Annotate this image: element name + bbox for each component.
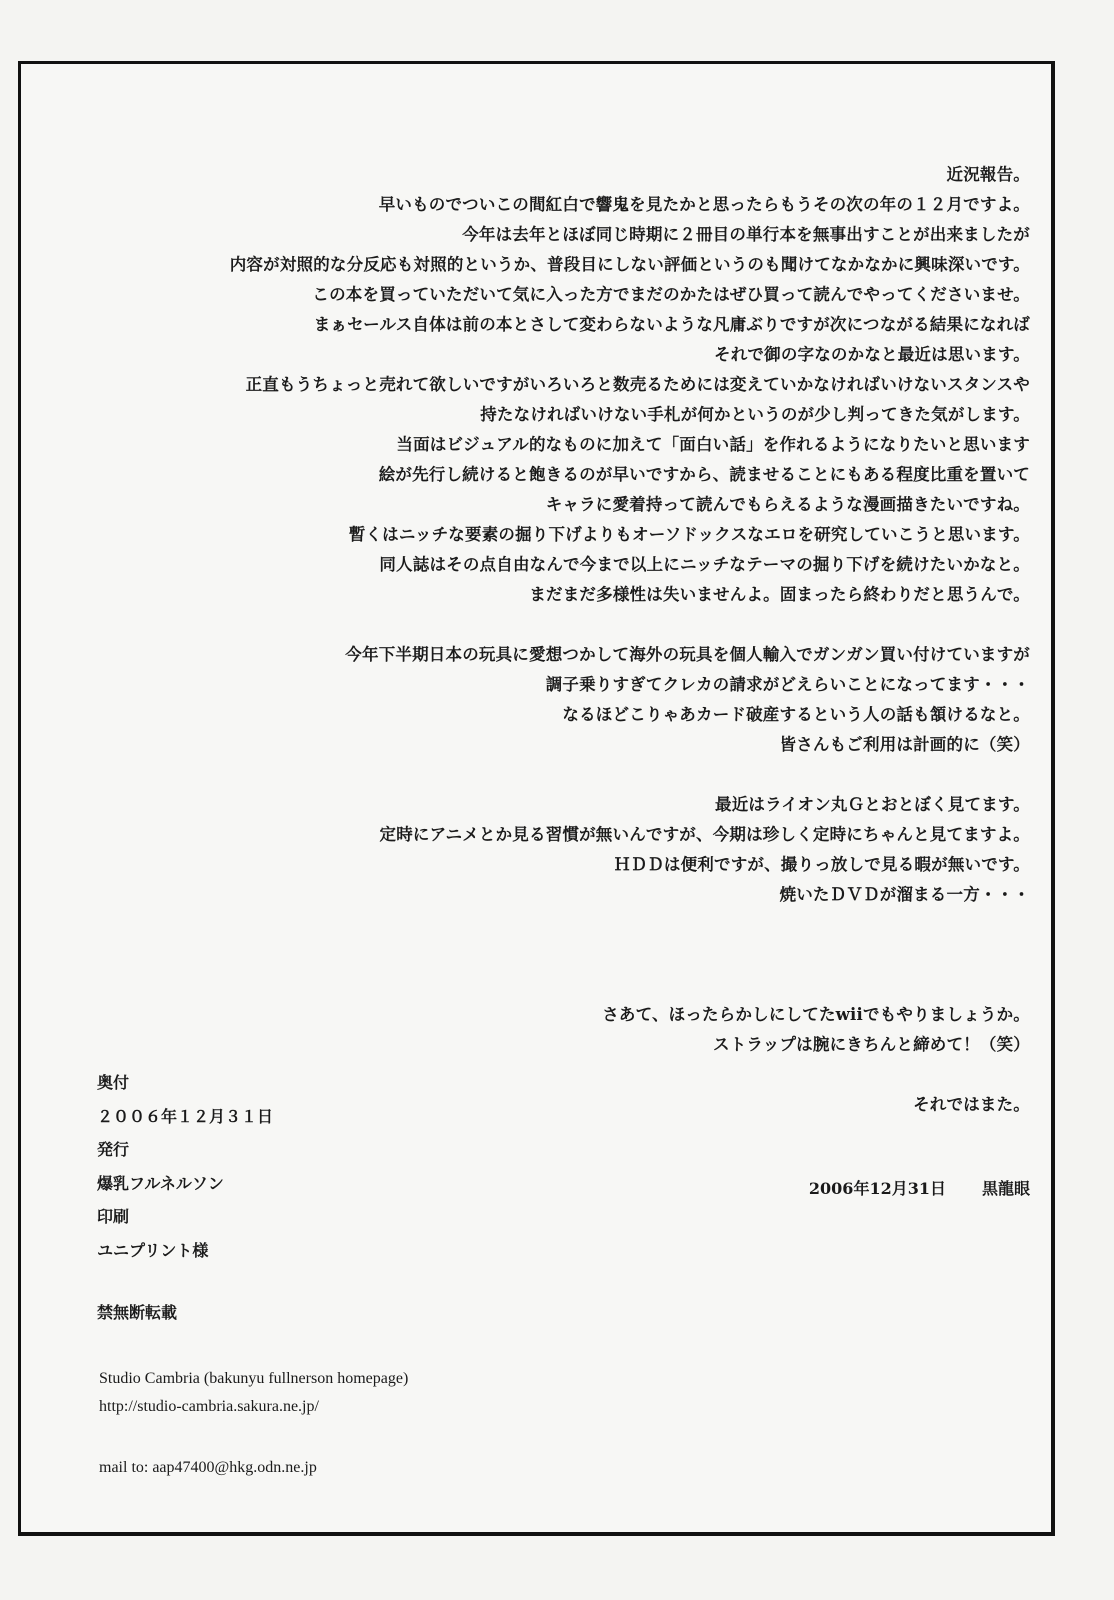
colophon <box>97 1066 273 1267</box>
colophon-publish-label: 発行 <box>97 1140 130 1159</box>
essay-line: 焼いたＤＶＤが溜まる一方・・・ <box>779 885 1030 904</box>
essay-line: 持たなければいけない手札が何かというのが少し判ってきた気がします。 <box>480 405 1030 424</box>
essay-line: 内容が対照的な分反応も対照的というか、普段目にしない評価というのも聞けてなかなかに興味深いです。 <box>229 255 1030 274</box>
essay-line: ストラップは腕にきちんと締めて！（笑） <box>713 1035 1030 1054</box>
essay-line: それで御の字なのかなと最近は思います。 <box>714 345 1030 364</box>
essay-line: 絵が先行し続けると飽きるのが早いですから、読ませることにもある程度比重を置いて <box>378 465 1030 484</box>
essay-line: 当面はビジュアル的なものに加えて「面白い話」を作れるようになりたいと思います <box>396 435 1030 454</box>
contact-info <box>99 1370 408 1487</box>
signature-date: 2006年12月31日 <box>808 1179 946 1198</box>
essay-line: 早いものでついこの間紅白で響鬼を見たかと思ったらもうその次の年の１２月ですよ。 <box>378 195 1030 214</box>
essay-line: 暫くはニッチな要素の掘り下げよりもオーソドックスなエロを研究していこうと思います。 <box>348 525 1030 544</box>
copyright-notice: 禁無断転載 <box>97 1303 178 1322</box>
essay-line: さあて、ほったらかしにしてたwiiでもやりましょうか。 <box>602 1005 1030 1024</box>
mail-address-link[interactable]: mail to: aap47400@hkg.odn.ne.jp <box>99 1459 317 1476</box>
colophon-title: 奥付 <box>97 1073 130 1092</box>
essay-line: 調子乗りすぎてクレカの請求がどえらいことになってます・・・ <box>545 675 1030 694</box>
essay-line: この本を買っていただいて気に入った方でまだのかたはぜひ買って読んでやってくださいませ。 <box>312 285 1030 304</box>
essay-line: 同人誌はその点自由なんで今まで以上にニッチなテーマの掘り下げを続けたいかなと。 <box>379 555 1030 574</box>
colophon-printer: ユニプリント様 <box>97 1240 209 1260</box>
essay-line: 最近はライオン丸Ｇとおとぼく見てます。 <box>715 795 1030 814</box>
essay-closing: それではまた。 <box>913 1095 1030 1114</box>
essay-line: 皆さんもご利用は計画的に（笑） <box>779 735 1030 754</box>
essay-line: ＨＤＤは便利ですが、撮りっ放しで見る暇が無いです。 <box>613 855 1030 874</box>
colophon-date: ２００６年１２月３１日 <box>97 1106 274 1126</box>
essay-line: キャラに愛着持って読んでもらえるような漫画描きたいですね。 <box>545 495 1030 514</box>
colophon-publisher: 爆乳フルネルソン <box>97 1173 224 1193</box>
essay-heading: 近況報告。 <box>946 165 1030 184</box>
essay-line: 定時にアニメとか見る習慣が無いんですが、今期は珍しく定時にちゃんと見てますよ。 <box>379 825 1030 844</box>
afterword-essay <box>130 160 1030 1120</box>
colophon-print-label: 印刷 <box>97 1207 130 1226</box>
essay-line: 今年下半期日本の玩具に愛想つかして海外の玩具を個人輸入でガンガン買い付けていますが <box>345 645 1030 664</box>
signature-author: 黒龍眼 <box>981 1179 1030 1198</box>
essay-line: まだまだ多様性は失いませんよ。固まったら終わりだと思うんで。 <box>529 585 1030 604</box>
essay-line: なるほどこりゃあカード破産するという人の話も頷けるなと。 <box>562 705 1030 724</box>
essay-line: まぁセールス自体は前の本とさして変わらないような凡庸ぶりですが次につながる結果になれば <box>313 315 1030 334</box>
essay-line: 今年は去年とほぼ同じ時期に２冊目の単行本を無事出すことが出来ましたが <box>462 225 1030 244</box>
site-url-link[interactable]: http://studio-cambria.sakura.ne.jp/ <box>99 1398 319 1415</box>
site-name: Studio Cambria (bakunyu fullnerson homepage) <box>99 1370 409 1387</box>
signature-line <box>809 1176 1030 1199</box>
essay-line: 正直もうちょっと売れて欲しいですがいろいろと数売るためには変えていかなければいけないスタンスや <box>245 375 1030 394</box>
